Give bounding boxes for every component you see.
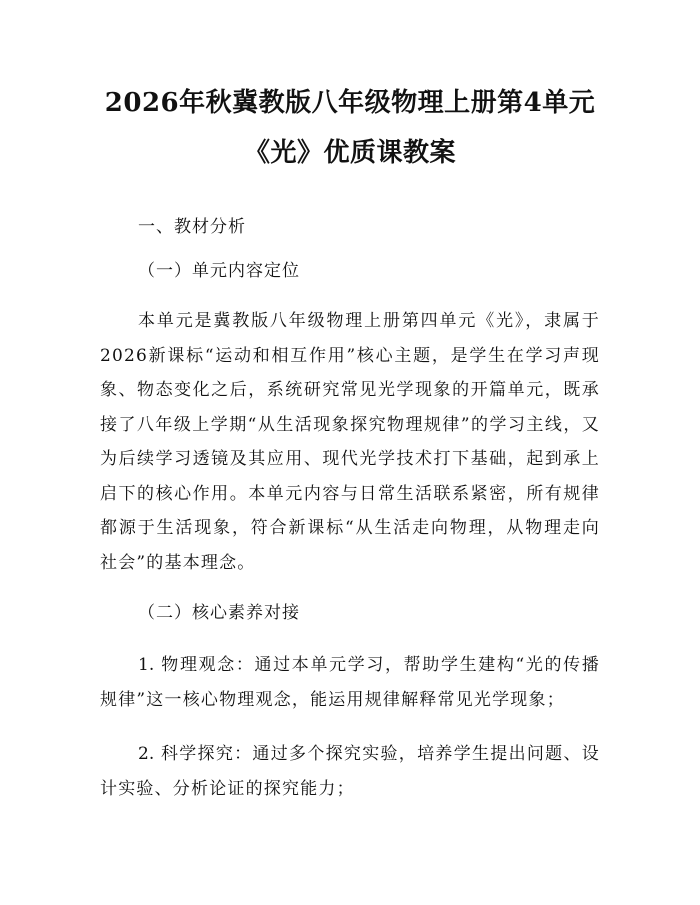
list-item-number: 1.: [138, 655, 155, 675]
unit-positioning-paragraph: 本单元是冀教版八年级物理上册第四单元《光》，隶属于2026新课标“运动和相互作用”核心主题，是学生在学习声现象、物态变化之后，系统研究常见光学现象的开篇单元，既承接了八年级上学期“从生活现象探究物理规律”的学习主线，又为后续学习透镜及其应用、现代光学技术打下基础，起到承上启下的核心作用。本单元内容与日常生活联系紧密，所有规律都源于生活现象，符合新课标“从生活走向物理，从物理走向社会”的基本理念。: [100, 311, 600, 573]
document-title: [100, 78, 600, 178]
section-heading-textbook-analysis: 一、教材分析: [138, 217, 246, 237]
title-line-2: 《光》优质课教案: [243, 138, 456, 168]
list-item-number: 2.: [138, 744, 155, 764]
subsection-heading-core-literacy: （二）核心素养对接: [138, 603, 300, 623]
list-item-text: 科学探究：通过多个探究实验，培养学生提出问题、设计实验、分析论证的探究能力；: [100, 744, 600, 799]
subsection-heading-unit-positioning: （一）单元内容定位: [138, 261, 300, 281]
list-item-scientific-inquiry: [100, 737, 600, 806]
list-item-physics-concept: [100, 648, 600, 717]
list-item-text: 物理观念：通过本单元学习，帮助学生建构“光的传播规律”这一核心物理观念，能运用规律解释常见光学现象；: [100, 655, 600, 710]
title-line-1: 2026年秋冀教版八年级物理上册第4单元: [104, 88, 596, 118]
